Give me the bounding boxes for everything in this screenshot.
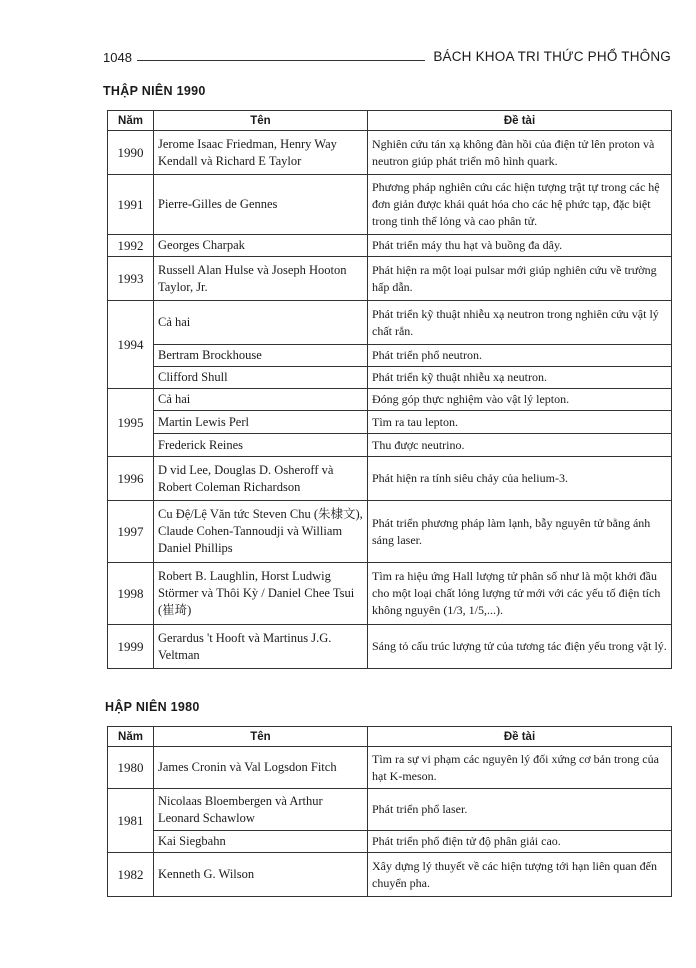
header-rule xyxy=(137,60,425,61)
year-cell: 1990 xyxy=(108,131,154,175)
topic-cell: Phát triển kỹ thuật nhiễu xạ neutron. xyxy=(368,367,672,389)
table-row xyxy=(108,831,672,853)
laureate-cell: Cả hai xyxy=(154,389,368,411)
column-header-year: Năm xyxy=(108,727,154,747)
table-row xyxy=(108,175,672,235)
table-header-row xyxy=(108,111,672,131)
topic-cell: Tìm ra hiệu ứng Hall lượng tử phân số như là một khởi đầu cho một loại chất lỏng lượng tử mới với các yếu tố điện tích không nguyên (1/3, 1/5,...). xyxy=(368,563,672,625)
table-row xyxy=(108,434,672,457)
table-row xyxy=(108,563,672,625)
topic-cell: Phát hiện ra tính siêu chảy của helium-3. xyxy=(368,457,672,501)
section-title-1980s: HẬP NIÊN 1980 xyxy=(105,700,200,714)
awards-table-1990s xyxy=(107,110,672,669)
year-cell: 1997 xyxy=(108,501,154,563)
column-header-name: Tên xyxy=(154,111,368,131)
topic-cell: Tìm ra sự vi phạm các nguyên lý đối xứng cơ bản trong của hạt K-meson. xyxy=(368,747,672,789)
table-row xyxy=(108,789,672,831)
laureate-cell: Nicolaas Bloembergen và Arthur Leonard Schawlow xyxy=(154,789,368,831)
laureate-cell: Cu Đệ/Lệ Văn tức Steven Chu (朱棣文), Claude Cohen-Tannoudji và William Daniel Phillips xyxy=(154,501,368,563)
year-cell: 1995 xyxy=(108,389,154,457)
table-row xyxy=(108,747,672,789)
laureate-cell: James Cronin và Val Logsdon Fitch xyxy=(154,747,368,789)
page-header xyxy=(103,48,671,68)
topic-cell: Phát triển phổ điện tử độ phân giải cao. xyxy=(368,831,672,853)
laureate-cell: Jerome Isaac Friedman, Henry Way Kendall và Richard E Taylor xyxy=(154,131,368,175)
topic-cell: Phát triển máy thu hạt và buồng đa dây. xyxy=(368,235,672,257)
laureate-cell: Kai Siegbahn xyxy=(154,831,368,853)
laureate-cell: Bertram Brockhouse xyxy=(154,345,368,367)
year-cell: 1991 xyxy=(108,175,154,235)
year-cell: 1994 xyxy=(108,301,154,389)
table-row xyxy=(108,457,672,501)
awards-table-1980s xyxy=(107,726,672,897)
year-cell: 1992 xyxy=(108,235,154,257)
laureate-cell: D vid Lee, Douglas D. Osheroff và Robert Coleman Richardson xyxy=(154,457,368,501)
year-cell: 1998 xyxy=(108,563,154,625)
laureate-cell: Cả hai xyxy=(154,301,368,345)
table-row xyxy=(108,625,672,669)
topic-cell: Phương pháp nghiên cứu các hiện tượng trật tự trong các hệ đơn giản được khái quát hóa cho các hệ phức tạp, đặc biệt trong tinh thể lỏng và cao phân tử. xyxy=(368,175,672,235)
laureate-cell: Gerardus 't Hooft và Martinus J.G. Veltman xyxy=(154,625,368,669)
laureate-cell: Martin Lewis Perl xyxy=(154,411,368,434)
laureate-cell: Frederick Reines xyxy=(154,434,368,457)
section-title-1990s: THẬP NIÊN 1990 xyxy=(103,84,206,98)
topic-cell: Phát triển phổ laser. xyxy=(368,789,672,831)
table-row xyxy=(108,411,672,434)
laureate-cell: Pierre-Gilles de Gennes xyxy=(154,175,368,235)
table-row xyxy=(108,301,672,345)
table-row xyxy=(108,235,672,257)
column-header-topic: Đề tài xyxy=(368,727,672,747)
page-number: 1048 xyxy=(103,50,132,65)
column-header-topic: Đề tài xyxy=(368,111,672,131)
year-cell: 1981 xyxy=(108,789,154,853)
year-cell: 1996 xyxy=(108,457,154,501)
column-header-year: Năm xyxy=(108,111,154,131)
topic-cell: Đóng góp thực nghiệm vào vật lý lepton. xyxy=(368,389,672,411)
topic-cell: Phát triển phổ neutron. xyxy=(368,345,672,367)
year-cell: 1982 xyxy=(108,853,154,897)
laureate-cell: Georges Charpak xyxy=(154,235,368,257)
table-row xyxy=(108,367,672,389)
laureate-cell: Robert B. Laughlin, Horst Ludwig Störmer và Thôi Kỳ / Daniel Chee Tsui (崔琦) xyxy=(154,563,368,625)
topic-cell: Tìm ra tau lepton. xyxy=(368,411,672,434)
laureate-cell: Clifford Shull xyxy=(154,367,368,389)
year-cell: 1980 xyxy=(108,747,154,789)
laureate-cell: Russell Alan Hulse và Joseph Hooton Taylor, Jr. xyxy=(154,257,368,301)
column-header-name: Tên xyxy=(154,727,368,747)
laureate-cell: Kenneth G. Wilson xyxy=(154,853,368,897)
topic-cell: Xây dựng lý thuyết về các hiện tượng tới hạn liên quan đến chuyển pha. xyxy=(368,853,672,897)
book-title: BÁCH KHOA TRI THỨC PHỔ THÔNG xyxy=(433,49,671,64)
table-row xyxy=(108,853,672,897)
topic-cell: Nghiên cứu tán xạ không đàn hồi của điện tử lên proton và neutron giúp phát triển mô hình quark. xyxy=(368,131,672,175)
table-header-row xyxy=(108,727,672,747)
year-cell: 1993 xyxy=(108,257,154,301)
table-row xyxy=(108,501,672,563)
table-row xyxy=(108,257,672,301)
table-row xyxy=(108,345,672,367)
year-cell: 1999 xyxy=(108,625,154,669)
topic-cell: Sáng tỏ cấu trúc lượng tử của tương tác điện yếu trong vật lý. xyxy=(368,625,672,669)
topic-cell: Thu được neutrino. xyxy=(368,434,672,457)
topic-cell: Phát triển kỹ thuật nhiễu xạ neutron trong nghiên cứu vật lý chất rắn. xyxy=(368,301,672,345)
topic-cell: Phát hiện ra một loại pulsar mới giúp nghiên cứu về trường hấp dẫn. xyxy=(368,257,672,301)
table-row xyxy=(108,131,672,175)
topic-cell: Phát triển phương pháp làm lạnh, bẫy nguyên tử bằng ánh sáng laser. xyxy=(368,501,672,563)
table-row xyxy=(108,389,672,411)
